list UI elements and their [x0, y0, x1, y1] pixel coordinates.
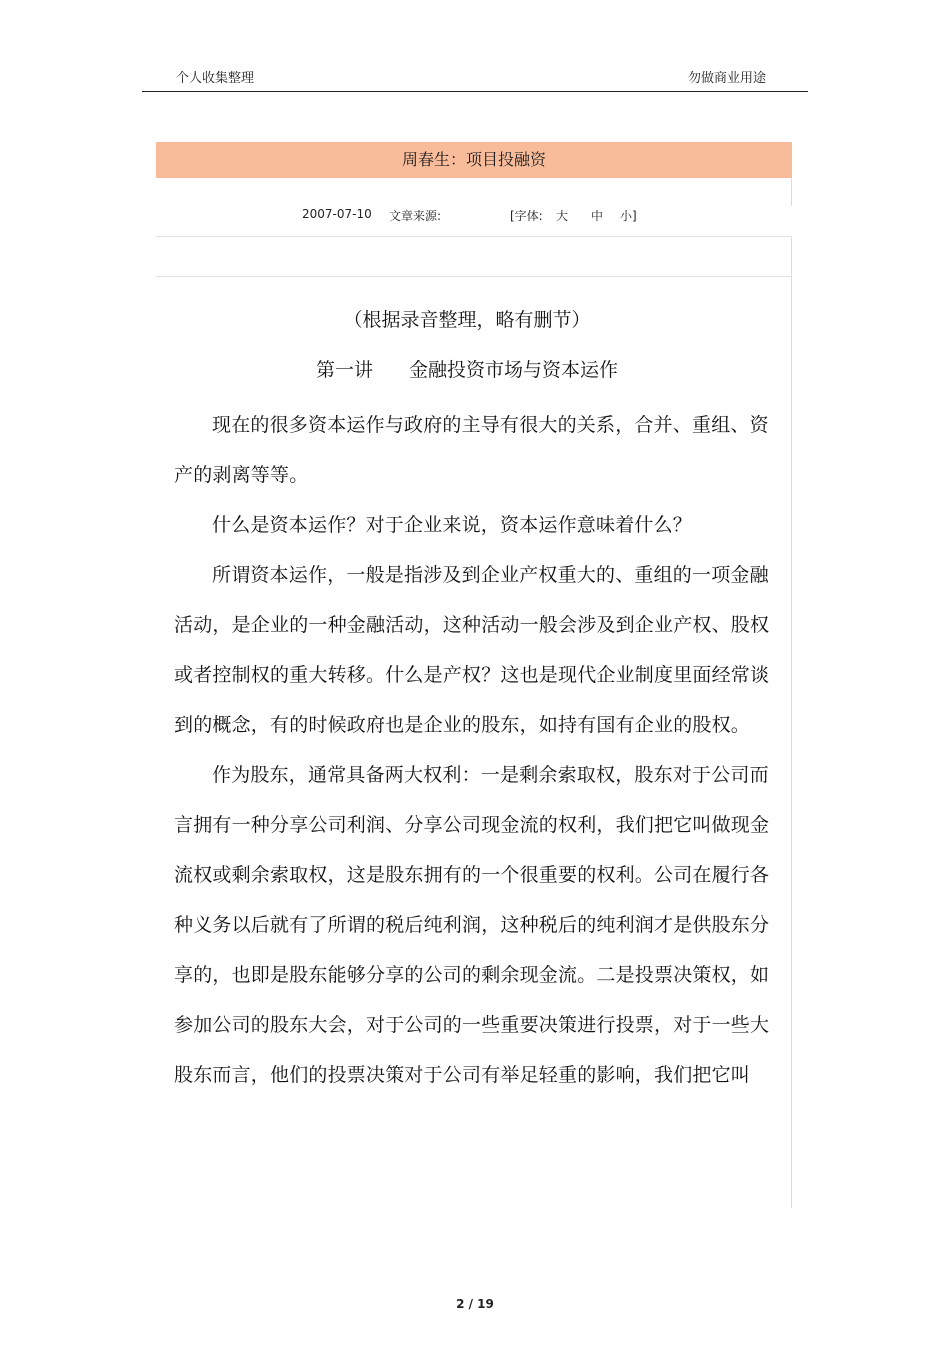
- body-paragraph: 所谓资本运作，一般是指涉及到企业产权重大的、重组的一项金融活动，是企业的一种金融活动，这种活动一般会涉及到企业产权、股权或者控制权的重大转移。什么是产权？这也是现代企业制度里面经常谈到的概念，有的时候政府也是企业的股东，如持有国有企业的股权。: [174, 564, 770, 736]
- body-paragraph: 现在的很多资本运作与政府的主导有很大的关系，合并、重组、资产的剥离等等。: [174, 414, 769, 486]
- lecture-title: 金融投资市场与资本运作: [409, 359, 619, 381]
- article-date: 2007-07-10: [302, 207, 372, 221]
- frame-divider: [156, 276, 792, 277]
- article-title: 周春生：项目投融资: [401, 150, 546, 169]
- body-paragraph: 作为股东，通常具备两大权利：一是剩余索取权，股东对于公司而言拥有一种分享公司利润、分享公司现金流的权利，我们把它叫做现金流权或剩余索取权，这是股东拥有的一个很重要的权利。公司在履行各种义务以后就有了所谓的税后纯利润，这种税后的纯利润才是供股东分享的，也即是股东能够分享的公司的剩余现金流。二是投票决策权，如参加公司的股东大会，对于公司的一些重要决策进行投票，对于一些大股东而言，他们的投票决策对于公司有举足轻重的影响，我们把它叫: [174, 764, 770, 1086]
- body-paragraph: 什么是资本运作？对于企业来说，资本运作意味着什么？: [212, 514, 693, 536]
- article-source-label: 文章来源:: [389, 209, 442, 223]
- article-body: [174, 300, 774, 1100]
- frame-divider: [156, 236, 792, 237]
- frame-border-right: [791, 236, 792, 276]
- font-size-medium-link[interactable]: 中: [591, 209, 604, 223]
- frame-border-right: [791, 178, 792, 206]
- page-header-right: 勿做商业用途: [688, 71, 767, 86]
- frame-border-right: [791, 276, 792, 1208]
- lecture-heading: [174, 350, 760, 400]
- font-size-label: [字体:: [510, 209, 543, 223]
- font-size-large-link[interactable]: 大: [556, 209, 569, 223]
- article-title-bar: [156, 142, 792, 178]
- article-subtitle: （根据录音整理，略有删节）: [343, 309, 591, 331]
- header-divider: [142, 91, 808, 92]
- lecture-number: 第一讲: [315, 359, 373, 381]
- font-size-small-link[interactable]: 小]: [620, 209, 637, 223]
- page-number: 2 / 19: [456, 1297, 494, 1311]
- page-header-left: 个人收集整理: [176, 71, 255, 86]
